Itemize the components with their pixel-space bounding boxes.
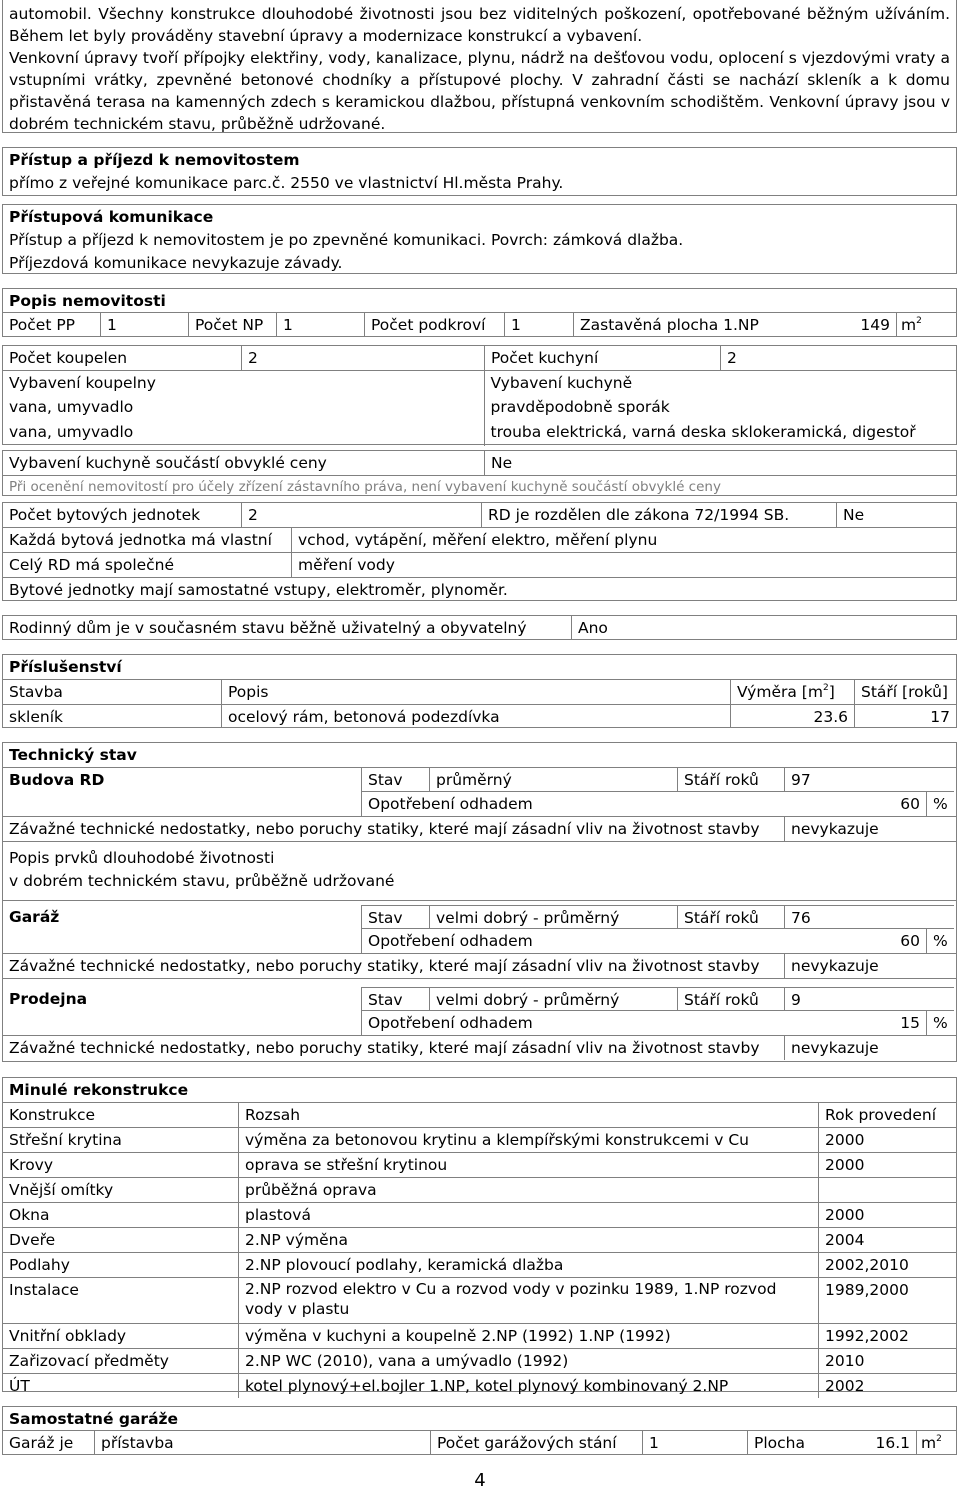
kuchyne-cena-value: Ne: [484, 451, 956, 475]
col-rozsah: Rozsah: [238, 1103, 818, 1127]
zavady-label: Závažné technické nedostatky, nebo poruchy statiky, které mají zásadní vliv na životnost stavby: [9, 1039, 760, 1057]
pocet-jednotek-label: Počet bytových jednotek: [9, 506, 201, 524]
stari-label: Stáří roků: [677, 987, 784, 1011]
rozsah-cell: průběžná oprava: [238, 1178, 818, 1202]
konstrukce-cell: Zařizovací předměty: [9, 1352, 169, 1370]
budova-stari: 97: [784, 768, 954, 792]
konstrukce-cell: Krovy: [9, 1156, 54, 1174]
garaz-je-value: přístavba: [94, 1431, 430, 1454]
vlastni-value: vchod, vytápění, měření elektro, měření plynu: [291, 528, 956, 552]
rozsah-cell: 2.NP výměna: [238, 1228, 818, 1252]
rok-cell: 2000: [818, 1203, 956, 1227]
rozsah-cell: plastová: [238, 1203, 818, 1227]
komunikace-text: Příjezdová komunikace nevykazuje závady.: [9, 254, 343, 272]
spolecne-label: Celý RD má společné: [9, 556, 175, 574]
vybaveni-koupelny-label: Vybavení koupelny: [9, 374, 156, 392]
rekonstrukce-row: [3, 1349, 956, 1374]
col-vymera: Výměra $[m^2]$: [730, 680, 854, 704]
konstrukce-cell: Vnitřní obklady: [9, 1327, 127, 1345]
vymera-value: 23.6: [730, 705, 854, 728]
garaz-name: Garáž: [9, 908, 60, 926]
prodejna-opotrebeni: 15: [900, 1014, 920, 1032]
page-number: 4: [474, 1470, 486, 1491]
rekonstrukce-row: [3, 1253, 956, 1278]
prislusenstvi-section: [2, 654, 957, 728]
pristup-text: přímo z veřejné komunikace parc.č. 2550 ve vlastnictví Hl.města Prahy.: [9, 174, 564, 192]
pocet-stani-label: Počet garážových stání: [430, 1431, 642, 1454]
rekonstrukce-row: [3, 1153, 956, 1178]
plocha-value: 16.1: [875, 1434, 910, 1452]
plocha-unit: $m^2$: [916, 1431, 956, 1454]
rozsah-cell: výměna v kuchyni a koupelně 2.NP (1992) 1.NP (1992): [238, 1324, 818, 1348]
zakon-label: RD je rozdělen dle zákona 72/1994 SB.: [481, 503, 836, 527]
garaz-stari: 76: [784, 905, 954, 929]
section-title: Technický stav: [3, 743, 956, 768]
pocet-np-value: 1: [276, 313, 364, 337]
budova-stav: průměrný: [429, 768, 677, 792]
pocet-np-label: Počet NP: [188, 313, 276, 337]
stari-value: 17: [854, 705, 956, 728]
popis-nemovitosti-actual: [2, 288, 957, 337]
komunikace-text: Přístup a příjezd k nemovitostem je po zpevněné komunikaci. Povrch: zámková dlažba.: [9, 231, 684, 249]
vybaveni-kuchyne-label: Vybavení kuchyně: [490, 374, 633, 392]
section-title: Minulé rekonstrukce: [3, 1078, 956, 1103]
intro-paragraph: [2, 0, 957, 133]
koupelna-item: vana, umyvadlo: [9, 423, 134, 441]
rok-cell: 2010: [818, 1349, 956, 1373]
section-title: Samostatné garáže: [3, 1407, 956, 1431]
prodejna-stav: velmi dobrý - průměrný: [429, 987, 677, 1011]
prodejna-zavady: nevykazuje: [784, 1036, 956, 1060]
pocet-koupelen-label: Počet koupelen: [9, 349, 128, 367]
garaz-opotrebeni: 60: [900, 932, 920, 950]
pocet-pp-label: Počet PP: [9, 316, 76, 334]
rekonstrukce-row: [3, 1374, 956, 1398]
spolecne-value: měření vody: [291, 553, 956, 577]
podkrovi-value: 1: [504, 313, 573, 337]
konstrukce-cell: Dveře: [9, 1231, 56, 1249]
rok-cell: 2004: [818, 1228, 956, 1252]
uzivatelny-value: Ano: [571, 616, 956, 639]
opotrebeni-label: Opotřebení odhadem: [361, 929, 677, 953]
komunikace-section: [2, 204, 957, 274]
rok-cell: 2002,2010: [818, 1253, 956, 1277]
prodejna-name: Prodejna: [9, 990, 88, 1008]
pocet-kuchyni-value: 2: [720, 346, 956, 370]
budova-zavady: nevykazuje: [784, 817, 956, 841]
popis-prvku-label: Popis prvků dlouhodobé životnosti: [9, 849, 275, 867]
col-popis: Popis: [221, 680, 730, 704]
rok-cell: 1989,2000: [818, 1278, 956, 1323]
rekonstrukce-row: [3, 1278, 956, 1324]
garaz-stav: velmi dobrý - průměrný: [429, 905, 677, 929]
section-title: Přístupová komunikace: [9, 208, 214, 226]
col-stavba: Stavba: [9, 683, 63, 701]
rok-cell: 2000: [818, 1153, 956, 1177]
pocet-jednotek-value: 2: [241, 503, 481, 527]
pocet-stani-value: 1: [642, 1431, 747, 1454]
intro-line: Venkovní úpravy tvoří přípojky elektřiny, vody, kanalizace, plynu, nádrž na dešťovou vodu, oplocení s vjezdovými vraty a: [9, 49, 950, 67]
rekonstrukce-row: [3, 1203, 956, 1228]
percent-sign: %: [926, 1011, 956, 1035]
bytove-jednotky: [2, 502, 957, 601]
rekonstrukce-row: [3, 1324, 956, 1349]
zastavena-plocha-value: 149: [860, 316, 890, 334]
uzivatelny-row: [2, 615, 957, 640]
col-stari: Stáří [roků]: [854, 680, 956, 704]
percent-sign: %: [926, 929, 956, 953]
rok-cell: 2000: [818, 1128, 956, 1152]
kuchyne-cena-note: Při ocenění nemovitostí pro účely zřízení zástavního práva, není vybavení kuchyně součástí obvyklé ceny: [9, 479, 721, 495]
intro-line: vstupními vrátky, zpevněné betonové chodníky a přístupové plochy. V zahradní části se nachází skleník a k domu: [9, 71, 950, 89]
koupelny-kuchyne: [2, 345, 957, 445]
stavba-value: skleník: [9, 708, 64, 726]
stav-label: Stav: [361, 987, 429, 1011]
rozsah-cell: [238, 1278, 818, 1323]
budova-name: Budova RD: [9, 771, 105, 789]
popis-value: ocelový rám, betonová podezdívka: [221, 705, 730, 728]
zastavena-plocha-label: Zastavěná plocha 1.NP: [573, 313, 758, 337]
rekonstrukce-row: [3, 1128, 956, 1153]
stav-label: Stav: [361, 768, 429, 792]
section-title: Přístup a příjezd k nemovitostem: [9, 151, 300, 169]
stari-label: Stáří roků: [677, 768, 784, 792]
technicky-stav: [2, 742, 957, 1062]
plocha-unit: $m^2$: [896, 313, 936, 337]
section-title: Příslušenství: [3, 655, 956, 680]
rekonstrukce-row: [3, 1178, 956, 1203]
rok-cell: 1992,2002: [818, 1324, 956, 1348]
intro-line: Během let byly prováděny stavební úpravy a modernizace konstrukcí a vybavení.: [9, 27, 643, 45]
plocha-label: Plocha: [747, 1431, 819, 1454]
konstrukce-cell: Okna: [9, 1206, 50, 1224]
intro-line: dobrém technickém stavu, průběžně udržované.: [9, 115, 386, 133]
jednotky-note: Bytové jednotky mají samostatné vstupy, elektroměr, plynoměr.: [9, 581, 508, 599]
col-konstrukce: Konstrukce: [9, 1106, 96, 1124]
stav-label: Stav: [361, 905, 429, 929]
rozsah-cell: 2.NP WC (2010), vana a umývadlo (1992): [238, 1349, 818, 1373]
section-title: Popis nemovitosti: [3, 289, 956, 313]
pristup-section: [2, 147, 957, 196]
kuchyne-item: pravděpodobně sporák: [490, 398, 670, 416]
podkrovi-label: Počet podkroví: [364, 313, 504, 337]
col-rok: Rok provedení: [818, 1103, 956, 1127]
rok-cell: [818, 1178, 956, 1202]
pocet-koupelen-value: 2: [241, 346, 484, 370]
rozsah-cell: kotel plynový+el.bojler 1.NP, kotel plynový kombinovaný 2.NP: [238, 1374, 818, 1398]
percent-sign: %: [926, 792, 956, 816]
rekonstrukce-row: [3, 1228, 956, 1253]
opotrebeni-label: Opotřebení odhadem: [361, 792, 677, 816]
konstrukce-cell: ÚT: [9, 1377, 30, 1395]
intro-line: automobil. Všechny konstrukce dlouhodobé životnosti jsou bez viditelných poškození, opotřebované běžným užíváním.: [9, 5, 950, 23]
uzivatelny-label: Rodinný dům je v současném stavu běžně uživatelný a obyvatelný: [9, 619, 527, 637]
kuchyne-item: trouba elektrická, varná deska sklokeramická, digestoř: [490, 423, 916, 441]
konstrukce-cell: Vnější omítky: [9, 1181, 114, 1199]
rozsah-cell: 2.NP plovoucí podlahy, keramická dlažba: [238, 1253, 818, 1277]
rozsah-cell: výměna za betonovou krytinu a klempířskými konstrukcemi v Cu: [238, 1128, 818, 1152]
budova-opotrebeni: 60: [900, 795, 920, 813]
stari-label: Stáří roků: [677, 905, 784, 929]
rok-cell: 2002: [818, 1374, 956, 1398]
minule-rekonstrukce: [2, 1077, 957, 1395]
konstrukce-cell: Instalace: [9, 1281, 79, 1299]
garaz-zavady: nevykazuje: [784, 954, 956, 978]
garaz-je-label: Garáž je: [9, 1434, 74, 1452]
samostatne-garaze: [2, 1406, 957, 1455]
kuchyne-cena-label: Vybavení kuchyně součástí obvyklé ceny: [9, 454, 327, 472]
kuchyne-cena: [2, 450, 957, 496]
rozsah-cell: oprava se střešní krytinou: [238, 1153, 818, 1177]
konstrukce-cell: Podlahy: [9, 1256, 70, 1274]
zavady-label: Závažné technické nedostatky, nebo poruchy statiky, které mají zásadní vliv na životnost stavby: [9, 820, 760, 838]
konstrukce-cell: Střešní krytina: [9, 1131, 122, 1149]
pocet-pp-value: 1: [100, 313, 188, 337]
popis-prvku-value: v dobrém technickém stavu, průběžně udržované: [9, 872, 395, 890]
zakon-value: Ne: [836, 503, 956, 527]
zavady-label: Závažné technické nedostatky, nebo poruchy statiky, které mají zásadní vliv na životnost stavby: [9, 957, 760, 975]
pocet-kuchyni-label: Počet kuchyní: [484, 346, 720, 370]
rozsah-line: 2.NP rozvod elektro v Cu a rozvod vody v pozinku 1989, 1.NP rozvod: [245, 1280, 777, 1298]
koupelna-item: vana, umyvadlo: [9, 398, 134, 416]
intro-line: přistavěná terasa na kamenných zdech s keramickou dlažbou, přístupná venkovním schodištěm. Venkovní úpravy jsou v: [9, 93, 950, 111]
vlastni-label: Každá bytová jednotka má vlastní: [9, 531, 272, 549]
opotrebeni-label: Opotřebení odhadem: [361, 1011, 677, 1035]
prodejna-stari: 9: [784, 987, 954, 1011]
rozsah-line: vody v plastu: [245, 1300, 350, 1318]
